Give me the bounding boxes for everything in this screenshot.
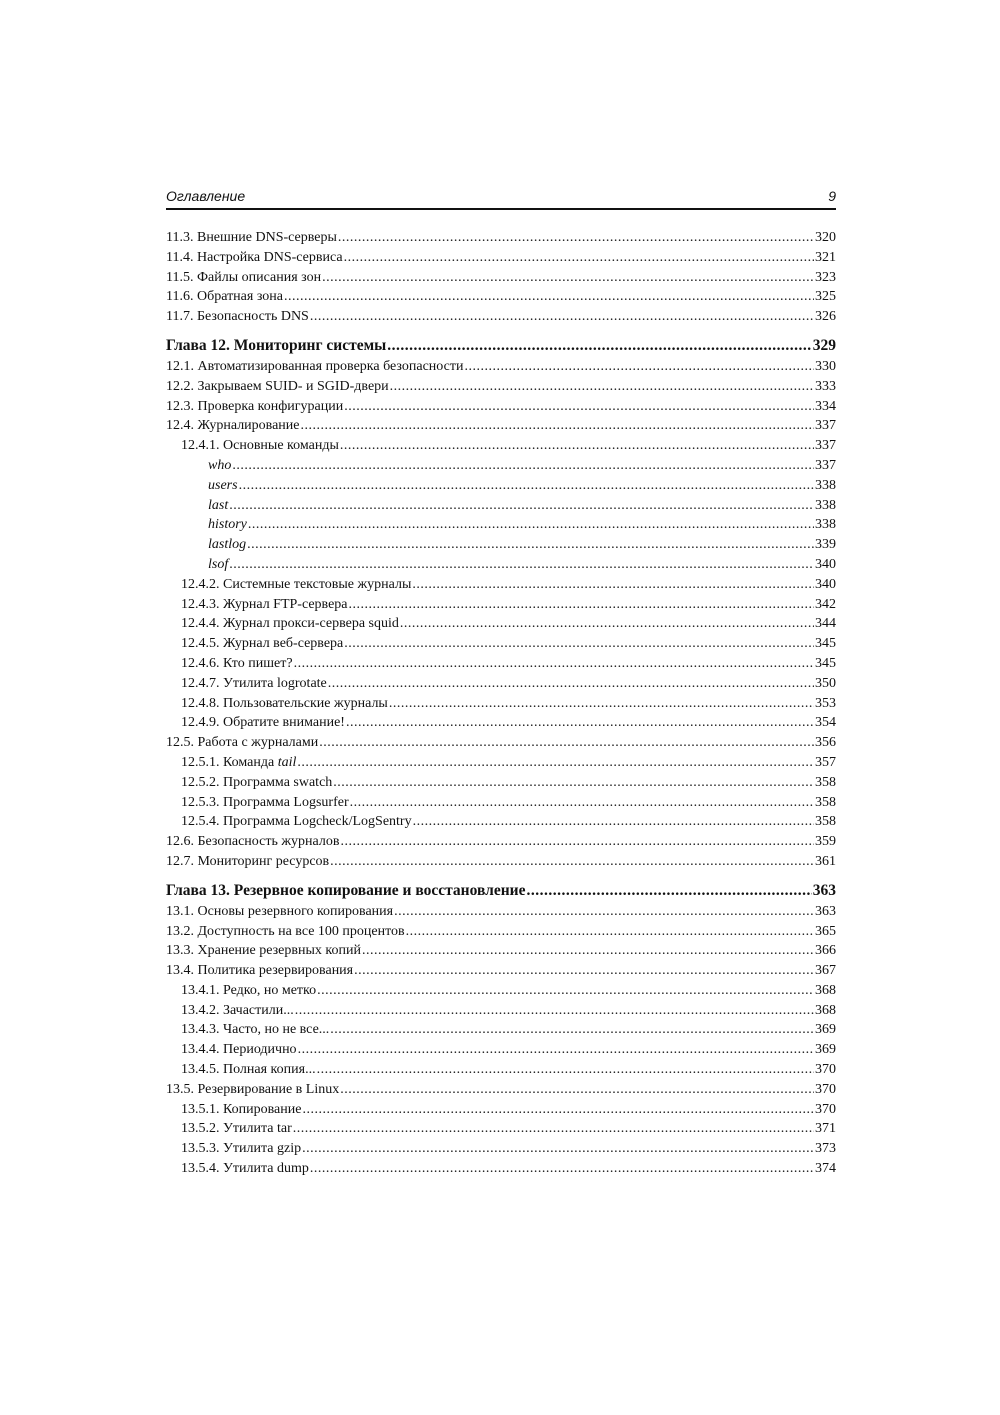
toc-entry-page: 342 — [815, 596, 836, 612]
dot-leader — [293, 1119, 814, 1139]
toc-entry[interactable] — [166, 595, 836, 615]
dot-leader — [406, 922, 814, 942]
toc-entry-label: 12.5.1. Команда — [181, 754, 275, 770]
toc-entry[interactable] — [166, 515, 836, 535]
chapter-page: 329 — [812, 336, 836, 354]
toc-entry[interactable] — [166, 287, 836, 307]
toc-entry-page: 370 — [815, 1101, 836, 1117]
toc-entry-page: 363 — [815, 903, 836, 919]
toc-entry-page: 333 — [815, 378, 836, 394]
dot-leader — [362, 941, 814, 961]
dot-leader — [346, 713, 814, 733]
toc-entry[interactable] — [166, 1159, 836, 1179]
dot-leader — [354, 961, 814, 981]
toc-entry-label: 13.4. Политика резервирования — [166, 963, 354, 979]
toc-entry-page: 357 — [815, 754, 836, 770]
toc-entry[interactable] — [166, 614, 836, 634]
toc-entry[interactable] — [166, 268, 836, 288]
toc-entry-label: 12.4.5. Журнал веб-сервера — [181, 636, 344, 652]
toc-entry-label: 12.5.2. Программа swatch — [181, 774, 333, 790]
toc-entry-page: 361 — [815, 853, 836, 869]
dot-leader — [239, 476, 814, 496]
toc-entry-page: 338 — [815, 477, 836, 493]
toc-entry-label: 12.4.3. Журнал FTP-сервера — [181, 596, 348, 612]
toc-entry-label: 12.4. Журналирование — [166, 418, 300, 434]
toc-entry-label: 11.6. Обратная зона — [166, 289, 283, 305]
dot-leader — [400, 614, 814, 634]
toc-entry[interactable] — [166, 941, 836, 961]
dot-leader — [310, 307, 814, 327]
dot-leader — [298, 1040, 814, 1060]
toc-entry-label: lsof — [208, 556, 229, 572]
toc-entry-label: 13.2. Доступность на все 100 процентов — [166, 923, 405, 939]
dot-leader — [229, 555, 814, 575]
toc-entry-label: 13.4.5. Полная копия... — [181, 1062, 316, 1078]
toc-entry-page: 374 — [815, 1161, 836, 1177]
toc-entry-page: 368 — [815, 982, 836, 998]
toc-entry[interactable] — [166, 1040, 836, 1060]
toc-entry[interactable] — [166, 416, 836, 436]
toc-entry[interactable] — [166, 1139, 836, 1159]
toc-entry-page: 340 — [815, 576, 836, 592]
toc-entry[interactable] — [166, 922, 836, 942]
toc-entry-page: 345 — [815, 655, 836, 671]
toc-entry-label: 13.5.1. Копирование — [181, 1101, 302, 1117]
toc-entry-page: 367 — [815, 963, 836, 979]
page-number: 9 — [828, 188, 836, 204]
dot-leader — [297, 753, 814, 773]
toc-entry[interactable] — [166, 1119, 836, 1139]
toc-entry-label: 12.5. Работа с журналами — [166, 735, 319, 751]
toc-entry-page: 339 — [815, 537, 836, 553]
toc-entry-label: 11.3. Внешние DNS-серверы — [166, 230, 337, 245]
dot-leader — [232, 456, 814, 476]
dot-leader — [344, 634, 814, 654]
toc-entry-label: history — [208, 517, 247, 533]
dot-leader — [412, 575, 814, 595]
toc-chapter-heading[interactable] — [166, 335, 836, 357]
toc-entry[interactable] — [166, 456, 836, 476]
toc-entry[interactable] — [166, 654, 836, 674]
dot-leader — [464, 357, 814, 377]
toc-entry-page: 358 — [815, 794, 836, 810]
dot-leader — [344, 248, 814, 268]
toc-entry[interactable] — [166, 753, 836, 773]
dot-leader — [387, 335, 812, 357]
dot-leader — [338, 228, 814, 248]
dot-leader — [526, 880, 811, 902]
toc-entry[interactable] — [166, 1080, 836, 1100]
toc-entry-label: 13.5.2. Утилита tar — [181, 1121, 292, 1137]
toc-entry[interactable] — [166, 535, 836, 555]
toc-entry-label: 13.1. Основы резервного копирования — [166, 903, 394, 919]
toc-entry[interactable] — [166, 832, 836, 852]
toc-entry-page: 323 — [815, 269, 836, 285]
toc-entry-page: 320 — [815, 230, 836, 245]
toc-entry-page: 371 — [815, 1121, 836, 1137]
toc-entry[interactable] — [166, 961, 836, 981]
toc-entry[interactable] — [166, 981, 836, 1001]
toc-entry-label: 12.1. Автоматизированная проверка безопасности — [166, 358, 464, 374]
toc-entry[interactable] — [166, 248, 836, 268]
dot-leader — [340, 436, 814, 456]
toc-entry-page: 359 — [815, 834, 836, 850]
toc-entry-label: 12.7. Мониторинг ресурсов — [166, 853, 330, 869]
dot-leader — [247, 535, 814, 555]
dot-leader — [340, 1080, 814, 1100]
toc-entry-label: 12.4.1. Основные команды — [181, 438, 339, 454]
table-of-contents — [166, 228, 836, 1179]
dot-leader — [328, 674, 814, 694]
toc-entry-page: 370 — [815, 1062, 836, 1078]
toc-entry-page: 325 — [815, 289, 836, 305]
toc-entry-page: 337 — [815, 457, 836, 473]
toc-entry-label: 11.5. Файлы описания зон — [166, 269, 322, 285]
toc-block-chapter-13 — [166, 880, 836, 1179]
toc-entry-label: 11.7. Безопасность DNS — [166, 309, 309, 325]
dot-leader — [390, 377, 814, 397]
toc-block-chapter-12 — [166, 335, 836, 872]
toc-entry[interactable] — [166, 307, 836, 327]
dot-leader — [322, 268, 814, 288]
toc-entry-label: 12.4.2. Системные текстовые журналы — [181, 576, 412, 592]
chapter-page: 363 — [812, 881, 836, 899]
toc-entry[interactable] — [166, 476, 836, 496]
toc-entry[interactable] — [166, 397, 836, 417]
dot-leader — [302, 1100, 814, 1120]
dot-leader — [413, 812, 814, 832]
dot-leader — [340, 832, 814, 852]
toc-entry-page: 370 — [815, 1081, 836, 1097]
toc-entry[interactable] — [166, 733, 836, 753]
toc-entry-label: 13.5. Резервирование в Linux — [166, 1081, 340, 1097]
toc-entry-page: 369 — [815, 1022, 836, 1038]
toc-entry[interactable] — [166, 674, 836, 694]
dot-leader — [302, 1139, 814, 1159]
toc-entry-page: 353 — [815, 695, 836, 711]
toc-entry-page: 365 — [815, 923, 836, 939]
toc-entry[interactable] — [166, 1060, 836, 1080]
toc-entry-label-command: tail — [277, 754, 297, 770]
toc-entry[interactable] — [166, 793, 836, 813]
toc-entry-page: 366 — [815, 943, 836, 959]
dot-leader — [301, 416, 814, 436]
dot-leader — [248, 515, 814, 535]
toc-entry-label: 13.3. Хранение резервных копий — [166, 943, 361, 959]
toc-entry-page: 334 — [815, 398, 836, 414]
toc-entry[interactable] — [166, 773, 836, 793]
dot-leader — [330, 1020, 814, 1040]
dot-leader — [310, 1159, 814, 1179]
toc-entry-page: 358 — [815, 774, 836, 790]
toc-entry-label: 13.4.4. Периодично — [181, 1042, 297, 1058]
running-header-title: Оглавление — [166, 188, 246, 204]
dot-leader — [389, 694, 814, 714]
toc-entry-label: 13.5.4. Утилита dump — [181, 1161, 309, 1177]
toc-entry-page: 356 — [815, 735, 836, 751]
toc-entry-page: 338 — [815, 497, 836, 513]
toc-entry-label: 12.2. Закрываем SUID- и SGID-двери — [166, 378, 389, 394]
chapter-title: Глава 12. Мониторинг системы — [166, 336, 387, 354]
toc-entry-page: 350 — [815, 675, 836, 691]
toc-entry-page: 368 — [815, 1002, 836, 1018]
toc-entry[interactable] — [166, 357, 836, 377]
toc-entry-label: 13.5.3. Утилита gzip — [181, 1141, 302, 1157]
dot-leader — [317, 981, 814, 1001]
toc-entry[interactable] — [166, 634, 836, 654]
dot-leader — [350, 793, 814, 813]
toc-entry-page: 337 — [815, 418, 836, 434]
toc-entry[interactable] — [166, 377, 836, 397]
toc-entry-label: last — [208, 497, 229, 513]
dot-leader — [319, 733, 814, 753]
toc-entry-label: 12.5.4. Программа Logcheck/LogSentry — [181, 814, 412, 830]
toc-entry-page: 340 — [815, 556, 836, 572]
dot-leader — [394, 902, 814, 922]
toc-entry-page: 337 — [815, 438, 836, 454]
toc-entry-page: 338 — [815, 517, 836, 533]
toc-entry-label: users — [208, 477, 238, 493]
toc-entry[interactable] — [166, 812, 836, 832]
toc-entry-label: 13.4.1. Редко, но метко — [181, 982, 317, 998]
toc-entry-page: 330 — [815, 358, 836, 374]
chapter-title: Глава 13. Резервное копирование и восстановление — [166, 881, 526, 899]
toc-entry[interactable] — [166, 1001, 836, 1021]
toc-entry[interactable] — [166, 436, 836, 456]
dot-leader — [349, 595, 814, 615]
toc-entry-label: 12.4.6. Кто пишет? — [181, 655, 293, 671]
dot-leader — [295, 1001, 814, 1021]
toc-entry-label: 12.4.4. Журнал прокси-сервера squid — [181, 616, 399, 632]
toc-entry-label: 13.4.3. Часто, но не все... — [181, 1022, 330, 1038]
toc-entry-label: 12.4.7. Утилита logrotate — [181, 675, 327, 691]
toc-entry[interactable] — [166, 694, 836, 714]
toc-entry-label: 11.4. Настройка DNS-сервиса — [166, 249, 343, 265]
dot-leader — [284, 287, 814, 307]
page-header — [166, 186, 836, 210]
toc-entry-page: 326 — [815, 309, 836, 325]
toc-entry[interactable] — [166, 713, 836, 733]
toc-entry[interactable] — [166, 1020, 836, 1040]
toc-entry[interactable] — [166, 852, 836, 872]
dot-leader — [229, 496, 814, 516]
toc-entry-label: 12.5.3. Программа Logsurfer — [181, 794, 349, 810]
toc-entry-label: 12.3. Проверка конфигурации — [166, 398, 344, 414]
dot-leader — [294, 654, 814, 674]
toc-entry-page: 344 — [815, 616, 836, 632]
toc-entry[interactable] — [166, 555, 836, 575]
toc-entry-page: 345 — [815, 636, 836, 652]
dot-leader — [344, 397, 814, 417]
toc-chapter-heading[interactable] — [166, 880, 836, 902]
toc-entry-label: who — [208, 457, 232, 473]
toc-entry[interactable] — [166, 902, 836, 922]
toc-entry[interactable] — [166, 1100, 836, 1120]
dot-leader — [330, 852, 814, 872]
dot-leader — [317, 1060, 814, 1080]
toc-entry-page: 321 — [815, 249, 836, 265]
toc-block-chapter-11 — [166, 228, 836, 327]
toc-entry-page: 358 — [815, 814, 836, 830]
dot-leader — [333, 773, 814, 793]
toc-entry-label: 12.6. Безопасность журналов — [166, 834, 340, 850]
toc-entry-label: lastlog — [208, 537, 247, 553]
toc-entry[interactable] — [166, 496, 836, 516]
toc-entry-page: 373 — [815, 1141, 836, 1157]
toc-entry-label: 12.4.9. Обратите внимание! — [181, 715, 345, 731]
toc-entry-page: 354 — [815, 715, 836, 731]
toc-entry[interactable] — [166, 575, 836, 595]
toc-entry-label: 12.4.8. Пользовательские журналы — [181, 695, 388, 711]
toc-entry-label: 13.4.2. Зачастили... — [181, 1002, 294, 1018]
toc-entry[interactable] — [166, 228, 836, 248]
toc-entry-page: 369 — [815, 1042, 836, 1058]
